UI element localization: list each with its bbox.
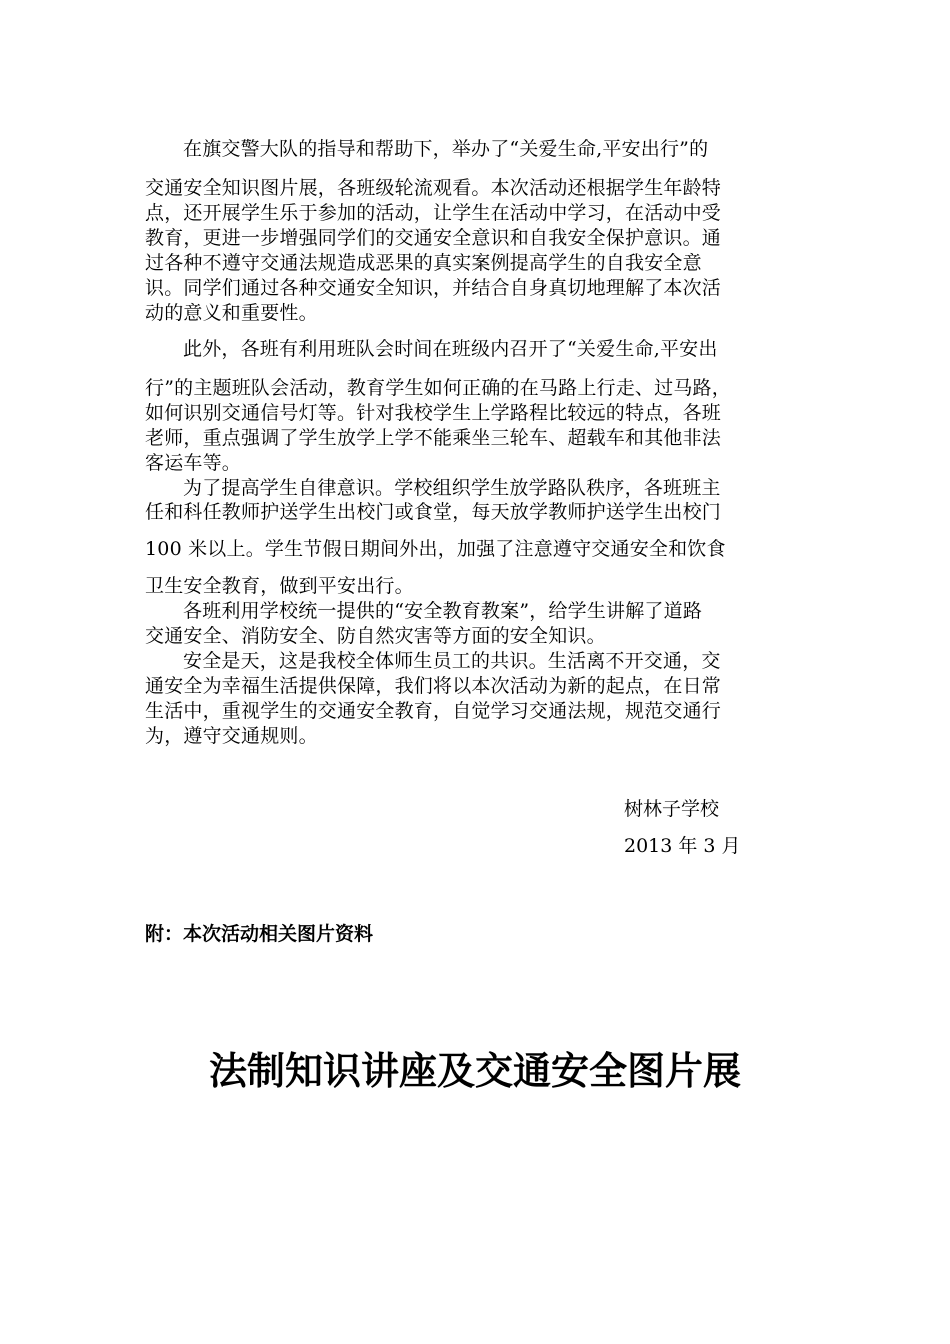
signature-school: 树林子学校 xyxy=(624,798,720,820)
paragraph-line: 安全是天，这是我校全体师生员工的共识。生活离不开交通，交 xyxy=(183,650,721,672)
appendix-label: 附：本次活动相关图片资料 xyxy=(145,923,374,945)
paragraph-line: 生活中，重视学生的交通安全教育，自觉学习交通法规，规范交通行 xyxy=(145,700,722,722)
paragraph-line: 在旗交警大队的指导和帮助下，举办了“关爱生命,平安出行”的 xyxy=(183,138,709,160)
paragraph-line: 客运车等。 xyxy=(145,452,242,474)
paragraph-line: 行”的主题班队会活动，教育学生如何正确的在马路上行走、过马路， xyxy=(145,377,731,399)
paragraph-line: 100 米以上。学生节假日期间外出，加强了注意遵守交通安全和饮食 xyxy=(145,538,726,560)
paragraph-line: 各班利用学校统一提供的“安全教育教案”，给学生讲解了道路 xyxy=(183,600,703,622)
paragraph-line: 点，还开展学生乐于参加的活动，让学生在活动中学习，在活动中受 xyxy=(145,202,722,224)
paragraph-line: 动的意义和重要性。 xyxy=(145,302,318,324)
paragraph-line: 过各种不遵守交通法规造成恶果的真实案例提高学生的自我安全意 xyxy=(145,252,702,274)
paragraph-line: 任和科任教师护送学生出校门或食堂，每天放学教师护送学生出校门 xyxy=(145,501,722,523)
section-title: 法制知识讲座及交通安全图片展 xyxy=(208,1048,741,1093)
paragraph-line: 通安全为幸福生活提供保障，我们将以本次活动为新的起点，在日常 xyxy=(145,675,722,697)
paragraph-line: 老师，重点强调了学生放学上学不能乘坐三轮车、超载车和其他非法 xyxy=(145,427,722,449)
paragraph-line: 为，遵守交通规则。 xyxy=(145,725,318,747)
paragraph-line: 如何识别交通信号灯等。针对我校学生上学路程比较远的特点，各班 xyxy=(145,402,722,424)
paragraph-line: 卫生安全教育，做到平安出行。 xyxy=(145,575,414,597)
paragraph-line: 为了提高学生自律意识。学校组织学生放学路队秩序，各班班主 xyxy=(183,477,721,499)
paragraph-line: 教育，更进一步增强同学们的交通安全意识和自我安全保护意识。通 xyxy=(145,227,722,249)
paragraph-line: 识。同学们通过各种交通安全知识，并结合自身真切地理解了本次活 xyxy=(145,277,722,299)
paragraph-line: 交通安全知识图片展，各班级轮流观看。本次活动还根据学生年龄特 xyxy=(145,177,722,199)
signature-date: 2013 年 3 月 xyxy=(624,835,741,857)
paragraph-line: 交通安全、消防安全、防自然灾害等方面的安全知识。 xyxy=(145,625,606,647)
paragraph-line: 此外，各班有利用班队会时间在班级内召开了“关爱生命,平安出 xyxy=(183,338,718,360)
